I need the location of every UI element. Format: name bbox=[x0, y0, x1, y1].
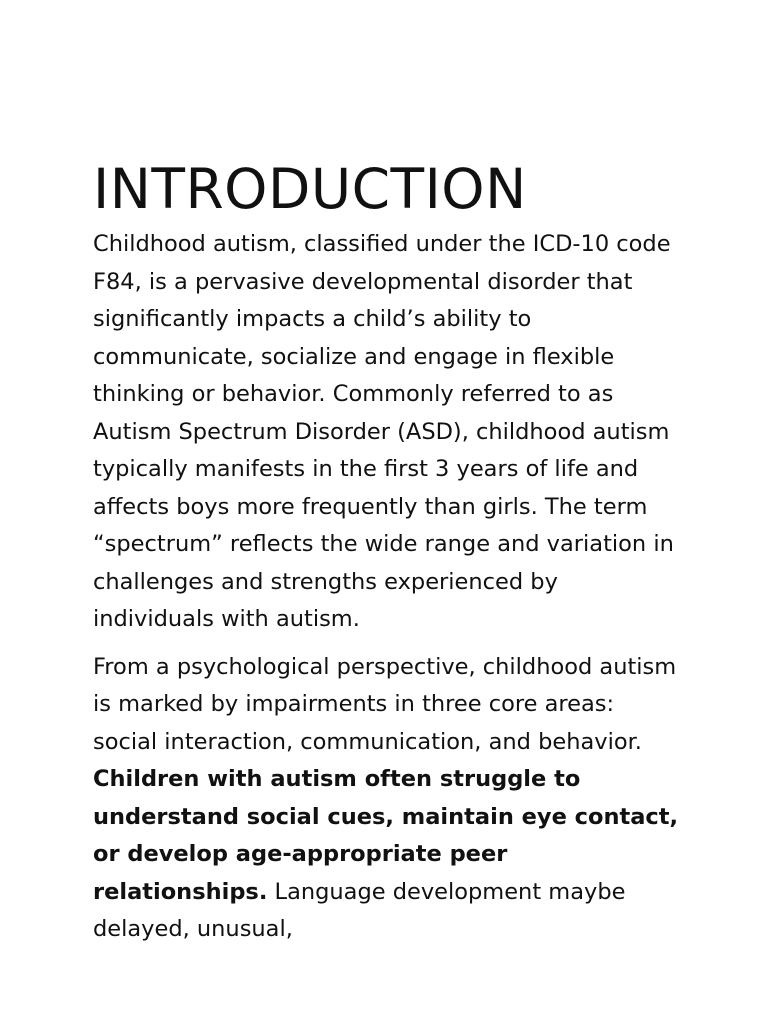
section-heading: INTRODUCTION bbox=[93, 157, 527, 221]
paragraph-continuation-text: Language development maybe delayed, unusual, bbox=[93, 878, 626, 942]
paragraph-bold-text: Children with autism often struggle to understand social cues, maintain eye contact, or develop age-appropriate peer relationships. bbox=[93, 766, 679, 905]
paragraph-psychological-perspective bbox=[93, 649, 683, 949]
paragraph-intro-text: From a psychological perspective, childhood autism is marked by impairments in three core areas: social interaction, communication, and behavior. bbox=[93, 653, 677, 755]
document-page bbox=[93, 152, 683, 949]
paragraph-definition: Childhood autism, classified under the ICD-10 code F84, is a pervasive developmental disorder that significantly impacts a child’s ability to communicate, socialize and engage in flexible thinking or behavior. Commonly referred to as Autism Spectrum Disorder (ASD), childhood autism typically manifests in the first 3 years of life and affects boys more frequently than girls. The term “spectrum” reflects the wide range and variation in challenges and strengths experienced by individuals with autism. bbox=[93, 231, 674, 632]
